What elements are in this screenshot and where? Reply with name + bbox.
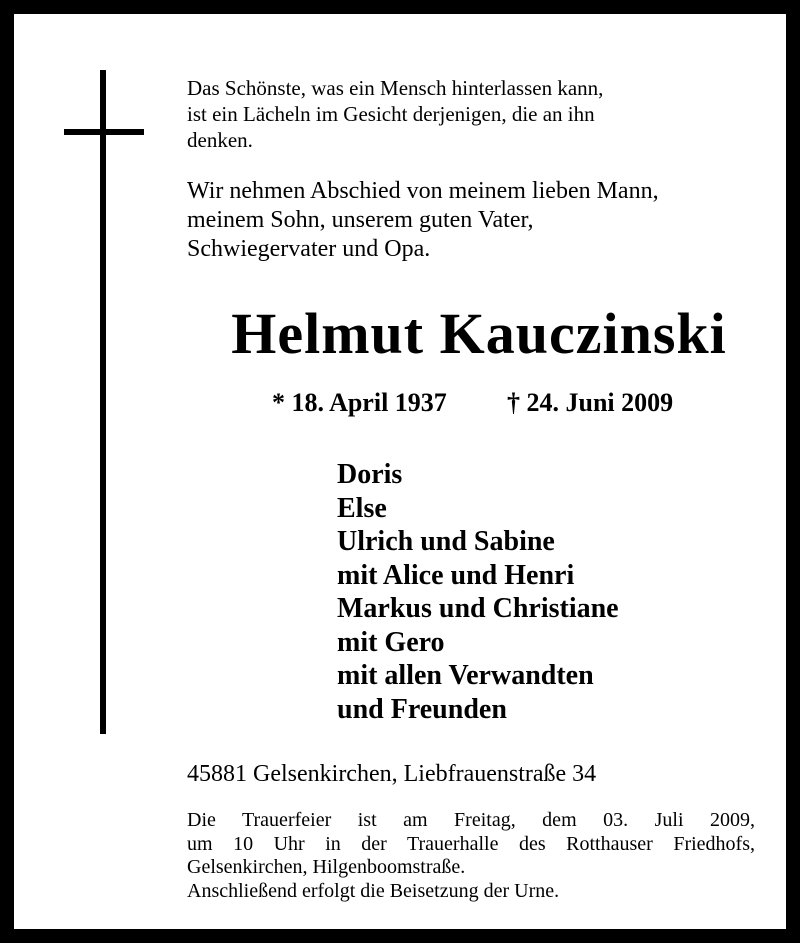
quote-line: denken. — [187, 128, 253, 152]
cross-icon-bar — [64, 129, 144, 135]
farewell-line: Schwiegervater und Opa. — [187, 236, 431, 262]
service-line: Gelsenkirchen, Hilgenboomstraße. — [187, 856, 466, 878]
service-line: Anschließend erfolgt die Beisetzung der Urne. — [187, 879, 560, 902]
family-address: 45881 Gelsenkirchen, Liebfrauenstraße 34 — [187, 761, 597, 787]
death-date: † 24. Juni 2009 — [507, 388, 674, 417]
mourner-entry: mit Gero — [337, 626, 445, 658]
mourner-entry: Ulrich und Sabine — [337, 526, 555, 557]
mourner-entry: Else — [337, 492, 387, 524]
quote-line: ist ein Lächeln im Gesicht derjenigen, die an ihn — [187, 102, 595, 126]
service-line: um 10 Uhr in der Trauerhalle des Rotthauser Friedhofs, — [187, 832, 755, 855]
funeral-service-info — [187, 809, 755, 903]
mourner-entry: Doris — [337, 459, 403, 490]
cross-icon — [100, 70, 106, 734]
deceased-name: Helmut Kauczinski — [231, 301, 727, 366]
farewell-line: meinem Sohn, unserem guten Vater, — [187, 207, 534, 233]
memorial-quote — [187, 75, 747, 153]
mourner-entry: mit allen Verwandten — [337, 660, 594, 691]
mourner-entry: Markus und Christiane — [337, 593, 619, 624]
farewell-text — [187, 177, 767, 264]
mourner-entry: und Freunden — [337, 693, 507, 725]
service-line: Die Trauerfeier ist am Freitag, dem 03. Juli 2009, — [187, 809, 755, 831]
farewell-line: Wir nehmen Abschied von meinem lieben Mann, — [187, 178, 659, 204]
birth-date: * 18. April 1937 — [272, 388, 447, 417]
quote-line: Das Schönste, was ein Mensch hinterlassen kann, — [187, 76, 604, 100]
mourner-entry: mit Alice und Henri — [337, 559, 575, 591]
mourners-list — [337, 458, 619, 726]
